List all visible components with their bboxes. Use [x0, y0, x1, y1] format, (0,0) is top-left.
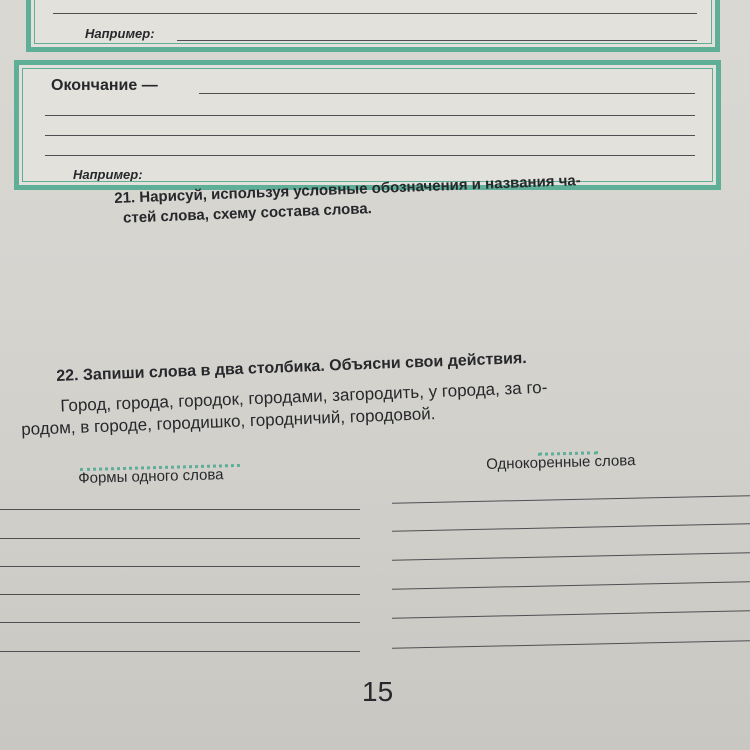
- right-column-line: [392, 581, 750, 589]
- answer-line: [53, 13, 697, 14]
- left-column-line: [0, 651, 360, 652]
- right-column-line: [392, 640, 750, 648]
- answer-line: [45, 135, 695, 136]
- example-label: Например:: [73, 167, 143, 182]
- left-column-line: [0, 538, 360, 539]
- column-header-word-forms: Формы одного слова: [78, 466, 224, 487]
- left-column-line: [0, 622, 360, 623]
- right-column-line: [392, 495, 750, 503]
- left-column-line: [0, 566, 360, 567]
- ending-title: Окончание —: [51, 77, 158, 94]
- left-column-line: [0, 594, 360, 595]
- example-answer-line: [177, 40, 697, 41]
- word-list-line-1: Город, города, городок, городами, загородить, у города, за го-: [60, 377, 548, 416]
- task-22-heading: 22. Запиши слова в два столбика. Объясни свои действия.: [56, 349, 528, 385]
- answer-line: [45, 155, 695, 156]
- answer-line: [45, 115, 695, 116]
- task-22-word-list: [20, 377, 549, 441]
- task-21-line-2: стей слова, схему состава слова.: [122, 200, 373, 227]
- word-list-line-2: родом, в городе, городишко, городничий, городовой.: [20, 404, 436, 439]
- top-definition-box: [26, 0, 720, 52]
- right-column-line: [392, 523, 750, 531]
- task-21-line-1: 21. Нарисуй, используя условные обозначения и названия ча-: [114, 172, 582, 207]
- left-column-line: [0, 509, 360, 510]
- right-column-line: [392, 552, 750, 560]
- ending-definition-box: [14, 60, 721, 190]
- column-header-cognates: Однокоренные слова: [486, 452, 636, 473]
- answer-line: [199, 93, 695, 94]
- example-label: Например:: [85, 26, 155, 41]
- page-number: 15: [362, 676, 394, 707]
- right-column-line: [392, 610, 750, 618]
